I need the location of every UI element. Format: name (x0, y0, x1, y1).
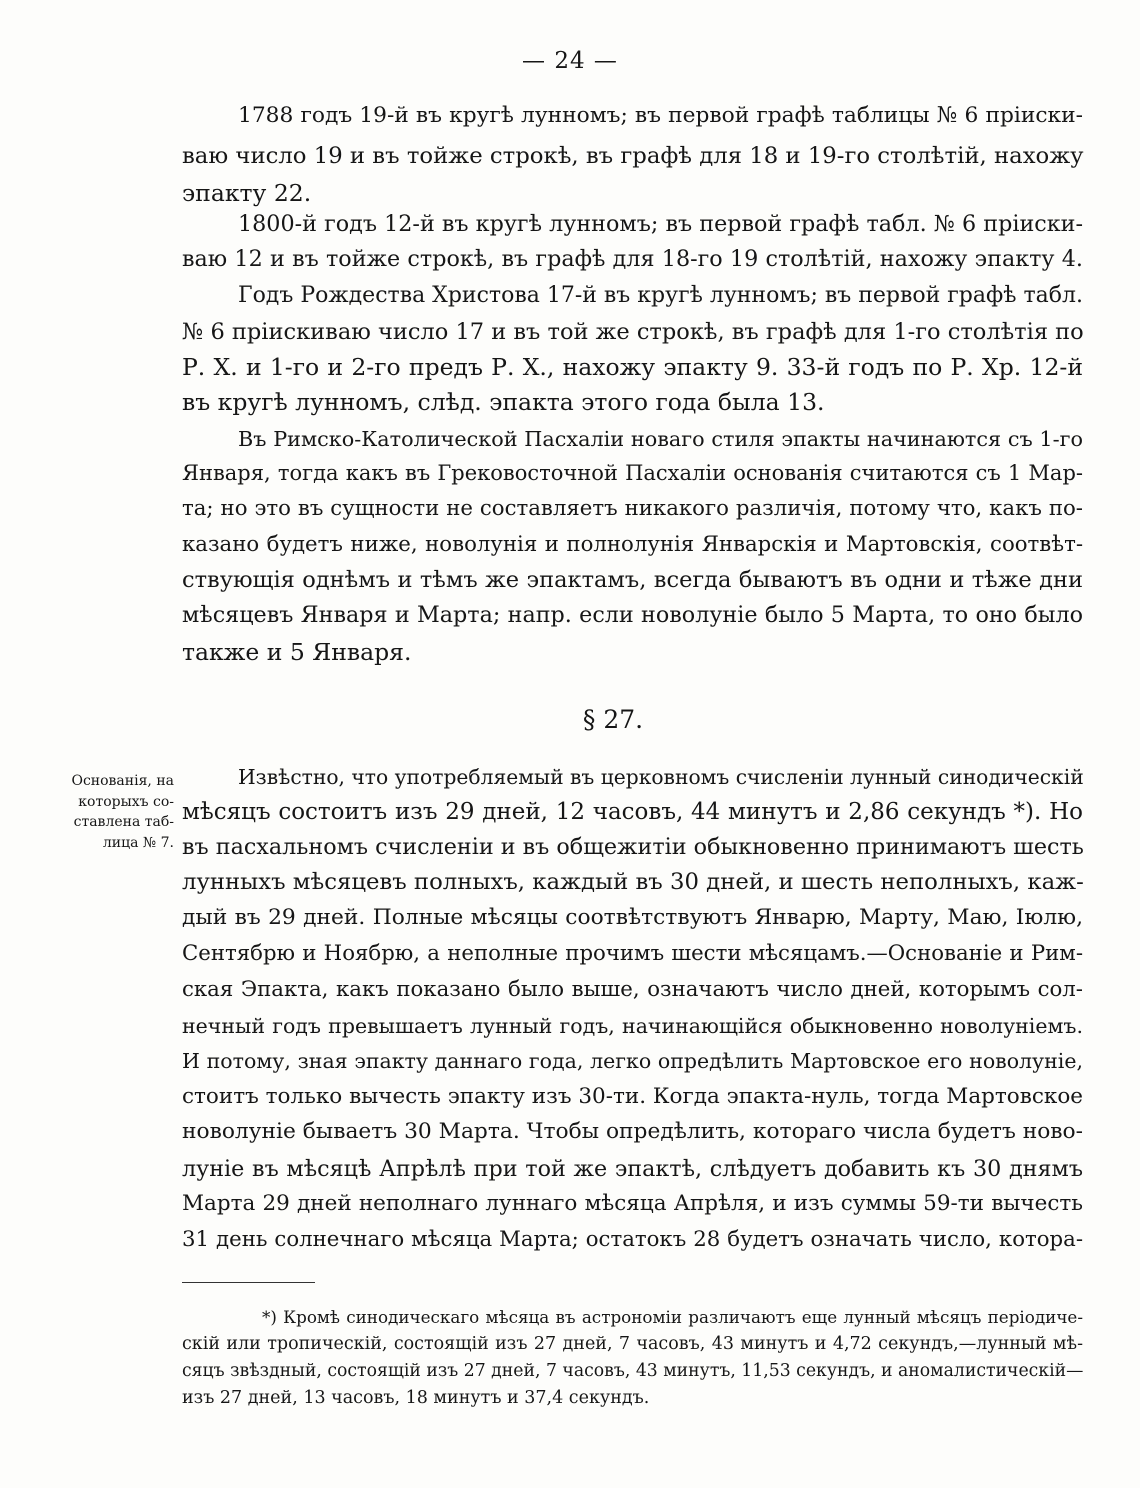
paragraph-line: луніе въ мѣсяцѣ Апрѣлѣ при той же эпактѣ, слѣдуетъ добавить къ 30 днямъ (182, 1156, 1083, 1182)
footnote-line: *) Кромѣ синодическаго мѣсяца въ астрономіи различаютъ еще лунный мѣсяцъ періодиче- (262, 1307, 1083, 1327)
paragraph-line: Извѣстно, что употребляемый въ церковномъ счисленіи лунный синодическій (238, 765, 1084, 789)
paragraph-line: ская Эпакта, какъ показано было выше, означаютъ число дней, которымъ сол- (182, 977, 1083, 1002)
paragraph-line: ваю число 19 и въ тойже строкѣ, въ графѣ для 18 и 19-го столѣтій, нахожу (182, 143, 1084, 169)
paragraph-line: Сентябрю и Ноябрю, а неполные прочимъ шести мѣсяцамъ.—Основаніе и Рим- (182, 941, 1083, 966)
footnote-line: изъ 27 дней, 13 часовъ, 18 минутъ и 37,4 секундъ. (182, 1388, 650, 1408)
paragraph-line: И потому, зная эпакту даннаго года, легко опредѣлить Мартовское его новолуніе, (182, 1049, 1083, 1073)
paragraph-line: стоитъ только вычесть эпакту изъ 30-ти. Когда эпакта-нуль, тогда Мартовское (182, 1084, 1083, 1109)
paragraph-line: эпакту 22. (182, 179, 312, 207)
paragraph-line: ствующія однѣмъ и тѣмъ же эпактамъ, всегда бываютъ въ одни и тѣже дни (182, 567, 1083, 593)
paragraph-line: въ кругѣ лунномъ, слѣд. эпакта этого года была 13. (182, 388, 825, 416)
paragraph-line: ваю 12 и въ тойже строкѣ, въ графѣ для 18-го 19 столѣтій, нахожу эпакту 4. (182, 246, 1083, 272)
paragraph-line: въ пасхальномъ счисленіи и въ общежитіи обыкновенно принимаютъ шесть (182, 834, 1084, 860)
paragraph-line: нечный годъ превышаетъ лунный годъ, начинающійся обыкновенно новолуніемъ. (182, 1014, 1083, 1038)
paragraph-line: Января, тогда какъ въ Грековосточной Пасхаліи основанія считаются съ 1 Мар- (182, 461, 1083, 485)
paragraph-line: та; но это въ сущности не составляетъ никакого различія, потому что, какъ по- (182, 496, 1083, 521)
paragraph-line: 1800-й годъ 12-й въ кругѣ лунномъ; въ первой графѣ табл. № 6 пріиски- (238, 211, 1083, 237)
margin-note: Основанія, на которыхъ со-ставлена таб-лица № 7. (71, 773, 174, 851)
paragraph-line: 1788 годъ 19-й въ кругѣ лунномъ; въ первой графѣ таблицы № 6 пріиски- (238, 103, 1083, 128)
paragraph-line: Марта 29 дней неполнаго луннаго мѣсяца Апрѣля, и изъ суммы 59-ти вычесть (182, 1191, 1083, 1216)
page-number: — 24 — (522, 48, 618, 74)
section-title: § 27. (582, 705, 644, 734)
paragraph-line: Р. Х. и 1-го и 2-го предъ Р. Х., нахожу эпакту 9. 33-й годъ по Р. Хр. 12-й (182, 353, 1083, 381)
paragraph-line: мѣсяцъ состоитъ изъ 29 дней, 12 часовъ, 44 минутъ и 2,86 секундъ *). Но (182, 799, 1083, 825)
paragraph-line: дый въ 29 дней. Полные мѣсяцы соотвѣтствуютъ Январю, Марту, Маю, Іюлю, (182, 905, 1083, 930)
paragraph-line: лунныхъ мѣсяцевъ полныхъ, каждый въ 30 дней, и шесть неполныхъ, каж- (182, 869, 1084, 895)
footnote-line: скій или тропическій, состоящій изъ 27 дней, 7 часовъ, 43 минутъ и 4,72 секундъ,—лунный мѣ- (182, 1334, 1083, 1354)
paragraph-line: 31 день солнечнаго мѣсяца Марта; остатокъ 28 будетъ означать число, котора- (182, 1227, 1083, 1252)
paragraph-line: мѣсяцевъ Января и Марта; напр. если новолуніе было 5 Марта, то оно было (182, 602, 1083, 628)
paragraph-line: Въ Римско-Католической Пасхаліи новаго стиля эпакты начинаются съ 1-го (238, 427, 1083, 451)
paragraph-line: № 6 пріискиваю число 17 и въ той же строкѣ, въ графѣ для 1-го столѣтія по (182, 319, 1084, 345)
paragraph-line: новолуніе бываетъ 30 Марта. Чтобы опредѣлить, котораго числа будетъ ново- (182, 1119, 1083, 1144)
paragraph-line: Годъ Рождества Христова 17-й въ кругѣ лунномъ; въ первой графѣ табл. (238, 283, 1083, 308)
footnote-line: сяцъ звѣздный, состоящій изъ 27 дней, 7 часовъ, 43 минутъ, 11,53 секундъ, и аномалистическій— (182, 1361, 1084, 1381)
paragraph-line: казано будетъ ниже, новолунія и полнолунія Январскія и Мартовскія, соотвѣт- (182, 532, 1083, 557)
paragraph-line: также и 5 Января. (182, 638, 412, 666)
footnote-divider (182, 1282, 315, 1283)
